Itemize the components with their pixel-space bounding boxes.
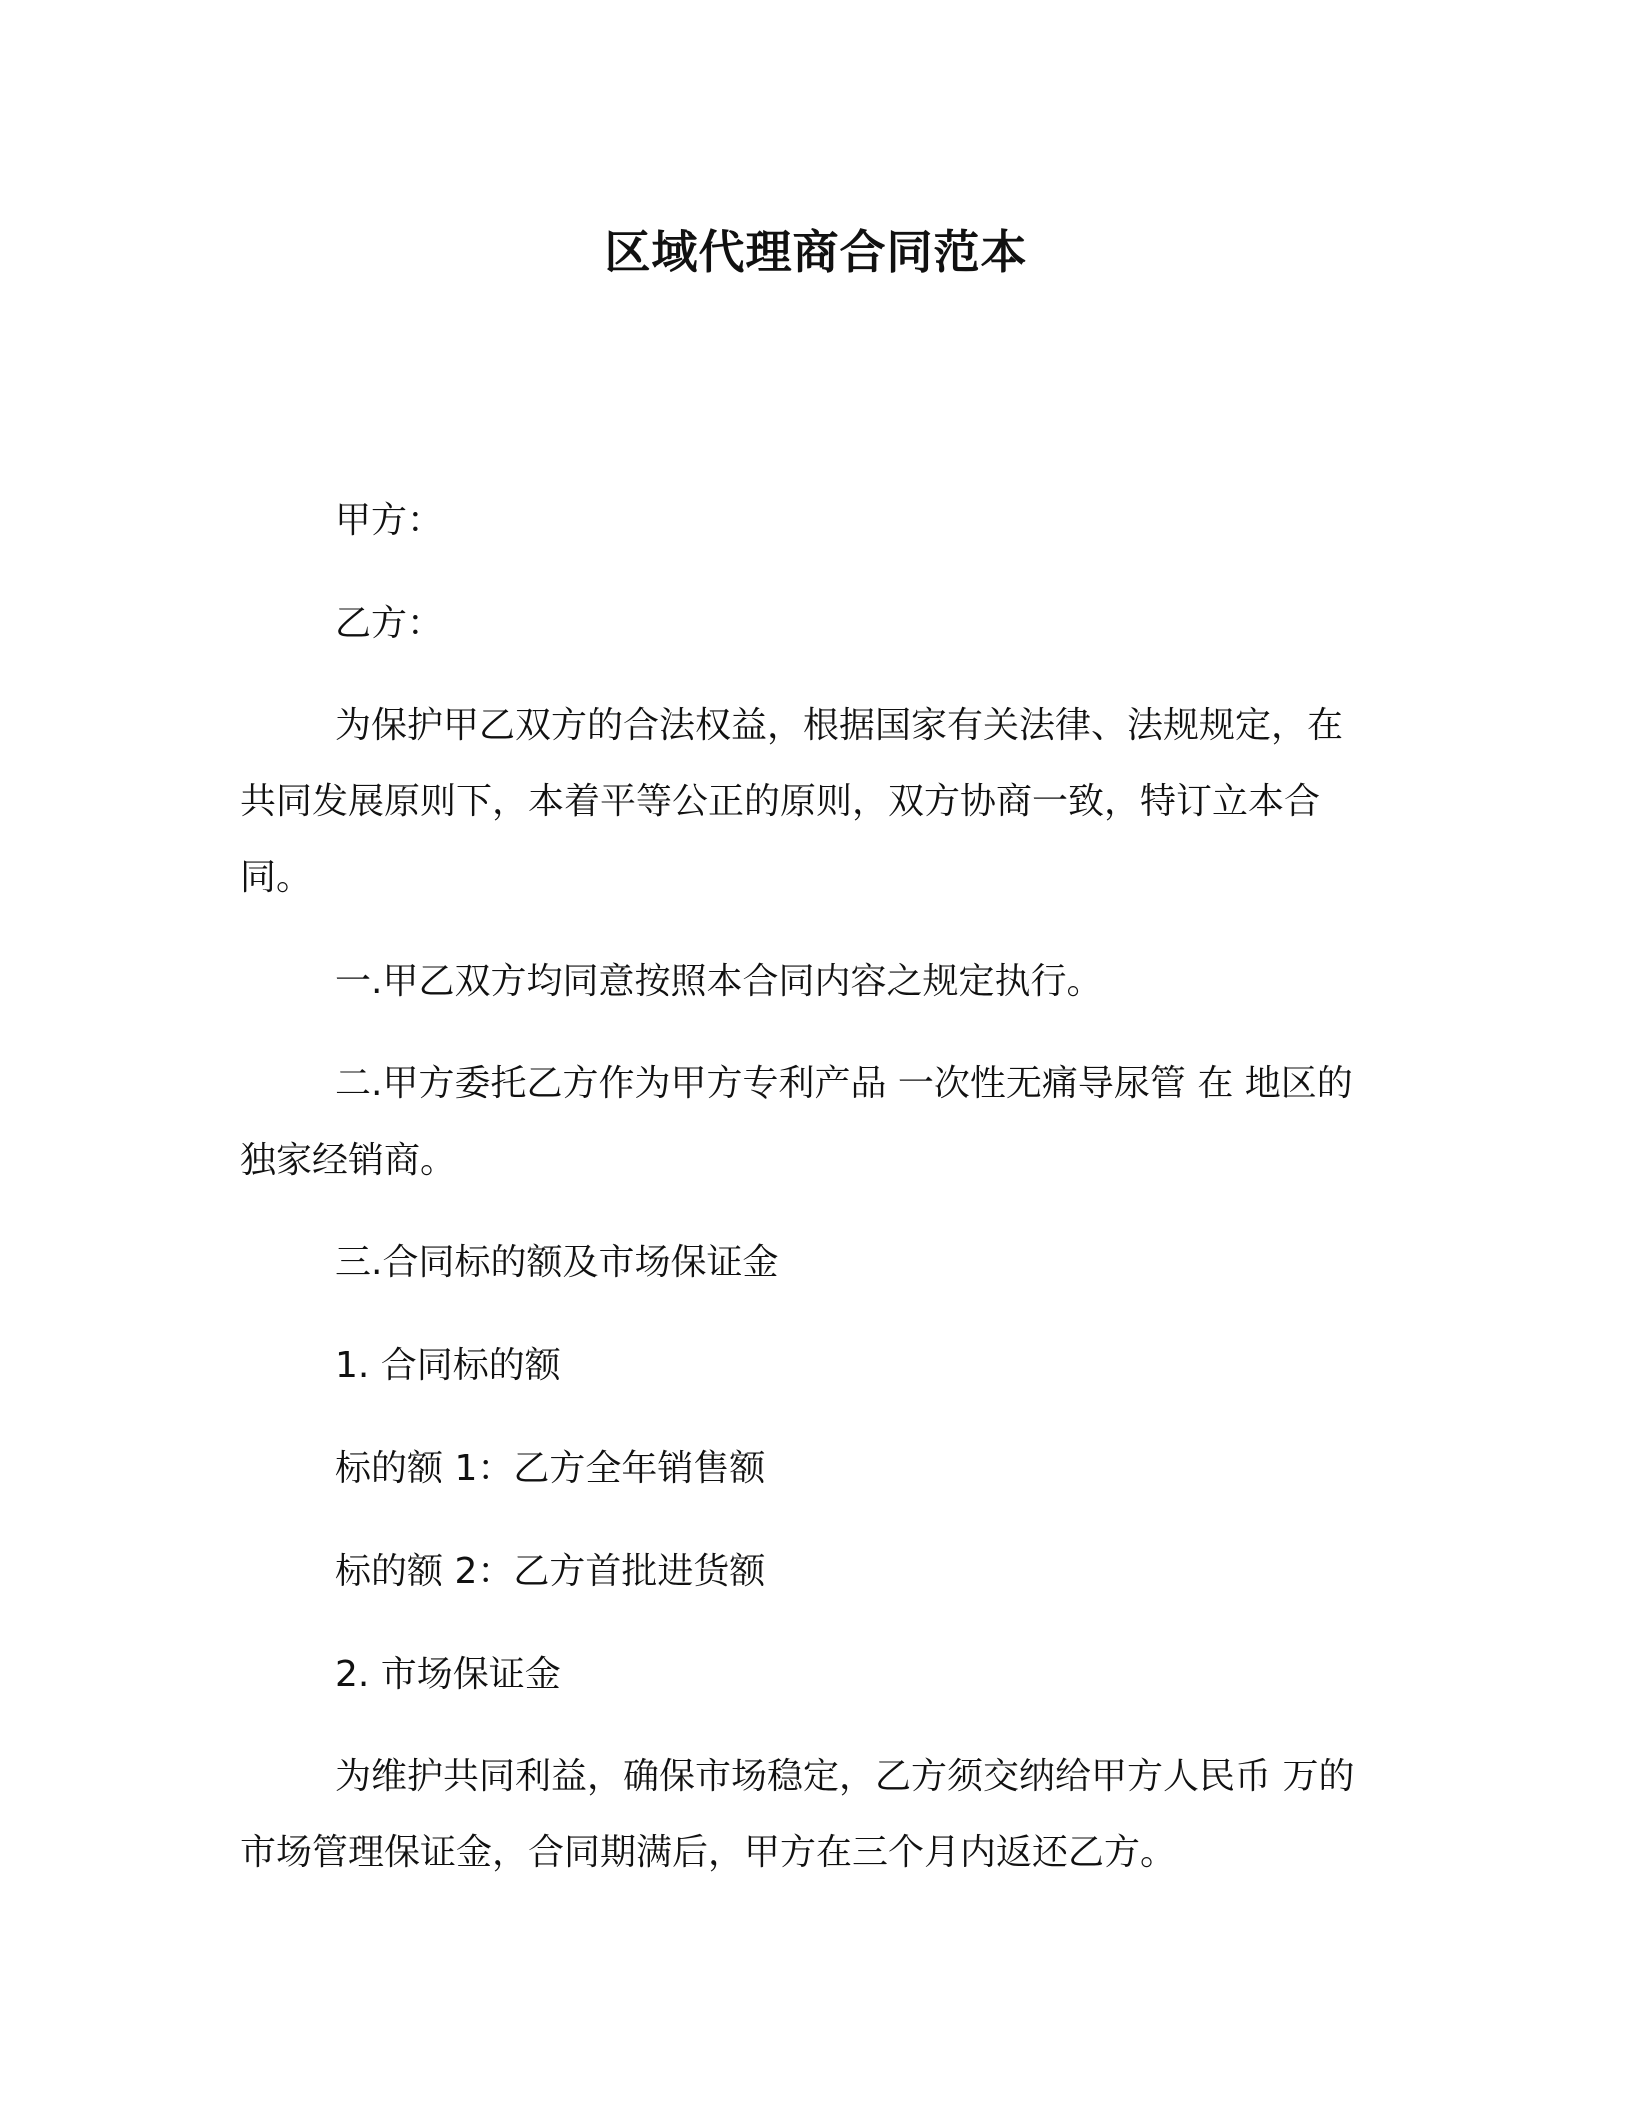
preamble-line-2: 共同发展原则下，本着平等公正的原则，双方协商一致，特订立本合	[240, 781, 1321, 822]
preamble-line-3: 同。	[240, 857, 313, 898]
clause-3-sub-1-item-1: 标的额 1：乙方全年销售额	[335, 1448, 766, 1489]
clause-2-line-2: 独家经销商。	[240, 1140, 457, 1181]
preamble-line-1: 为保护甲乙双方的合法权益，根据国家有关法律、法规规定，在	[335, 705, 1344, 746]
clause-3-sub-2-line-1: 为维护共同利益，确保市场稳定，乙方须交纳给甲方人民币 万的	[335, 1756, 1355, 1797]
clause-3-sub-2-heading: 2. 市场保证金	[335, 1654, 561, 1695]
clause-3-sub-1-item-2: 标的额 2：乙方首批进货额	[335, 1551, 766, 1592]
clause-2-line-1: 二.甲方委托乙方作为甲方专利产品 一次性无痛导尿管 在 地区的	[335, 1063, 1353, 1104]
clause-3-sub-1-heading: 1. 合同标的额	[335, 1345, 561, 1386]
clause-1: 一.甲乙双方均同意按照本合同内容之规定执行。	[335, 961, 1103, 1002]
party-b-label: 乙方：	[335, 603, 444, 644]
document-title: 区域代理商合同范本	[604, 225, 1028, 279]
party-a-label: 甲方：	[335, 500, 444, 541]
clause-3-heading: 三.合同标的额及市场保证金	[335, 1242, 779, 1283]
clause-3-sub-2-line-2: 市场管理保证金，合同期满后，甲方在三个月内返还乙方。	[240, 1832, 1177, 1873]
